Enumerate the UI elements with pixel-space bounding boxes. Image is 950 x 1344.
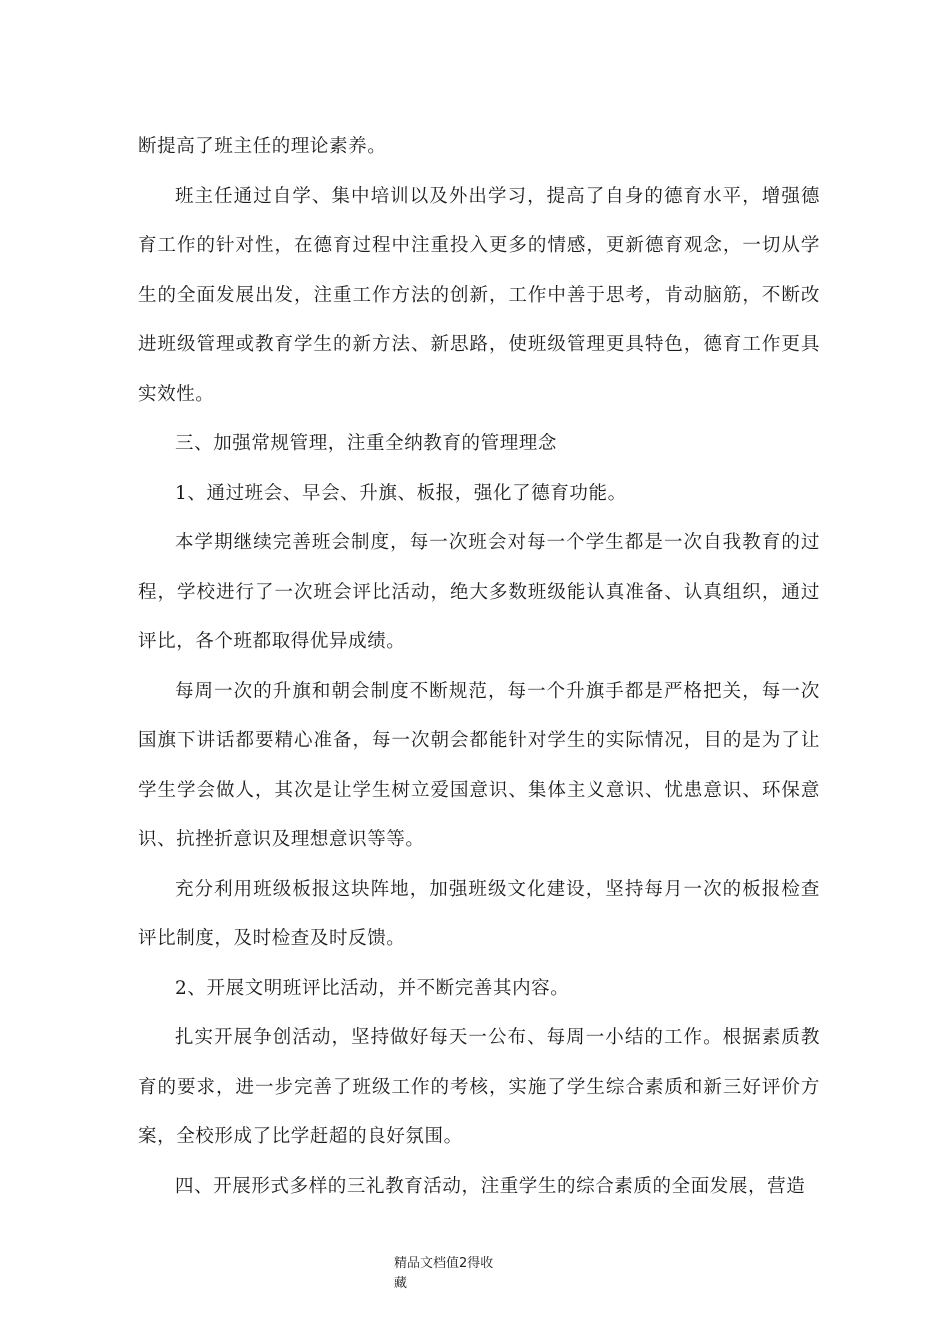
section-heading: 四、开展形式多样的三礼教育活动，注重学生的综合素质的全面发展，营造	[175, 1175, 806, 1197]
paragraph: 每周一次的升旗和朝会制度不断规范，每一个升旗手都是严格把关，每一次国旗下讲话都要精心准备，每一次朝会都能针对学生的实际情况，目的是为了让学生学会做人，其次是让学生树立爱国意识、集体主义意识、忧患意识、环保意识、抗挫折意识及理想意识等等。	[138, 680, 820, 850]
footer-line: 藏	[394, 1276, 408, 1291]
page-footer	[394, 1254, 524, 1294]
document-body	[138, 122, 820, 1211]
paragraph: 班主任通过自学、集中培训以及外出学习，提高了自身的德育水平，增强德育工作的针对性，在德育过程中注重投入更多的情感，更新德育观念，一切从学生的全面发展出发，注重工作方法的创新，工作中善于思考，肯动脑筋，不断改进班级管理或教育学生的新方法、新思路，使班级管理更具特色，德育工作更具实效性。	[138, 185, 820, 405]
paragraph: 扎实开展争创活动，坚持做好每天一公布、每周一小结的工作。根据素质教育的要求，进一步完善了班级工作的考核，实施了学生综合素质和新三好评价方案，全校形成了比学赶超的良好氛围。	[138, 1027, 820, 1147]
paragraph: 充分利用班级板报这块阵地，加强班级文化建设，坚持每月一次的板报检查评比制度，及时检查及时反馈。	[138, 878, 820, 949]
subsection-heading: 1、通过班会、早会、升旗、板报，强化了德育功能。	[175, 482, 627, 504]
paragraph: 本学期继续完善班会制度，每一次班会对每一个学生都是一次自我教育的过程，学校进行了一次班会评比活动，绝大多数班级能认真准备、认真组织，通过评比，各个班都取得优异成绩。	[138, 532, 820, 652]
subsection-heading: 2、开展文明班评比活动，并不断完善其内容。	[175, 977, 570, 999]
section-heading: 三、加强常规管理，注重全纳教育的管理理念	[175, 433, 558, 454]
footer-line: 精品文档值2得收	[394, 1256, 494, 1271]
paragraph: 断提高了班主任的理论素养。	[138, 136, 387, 157]
